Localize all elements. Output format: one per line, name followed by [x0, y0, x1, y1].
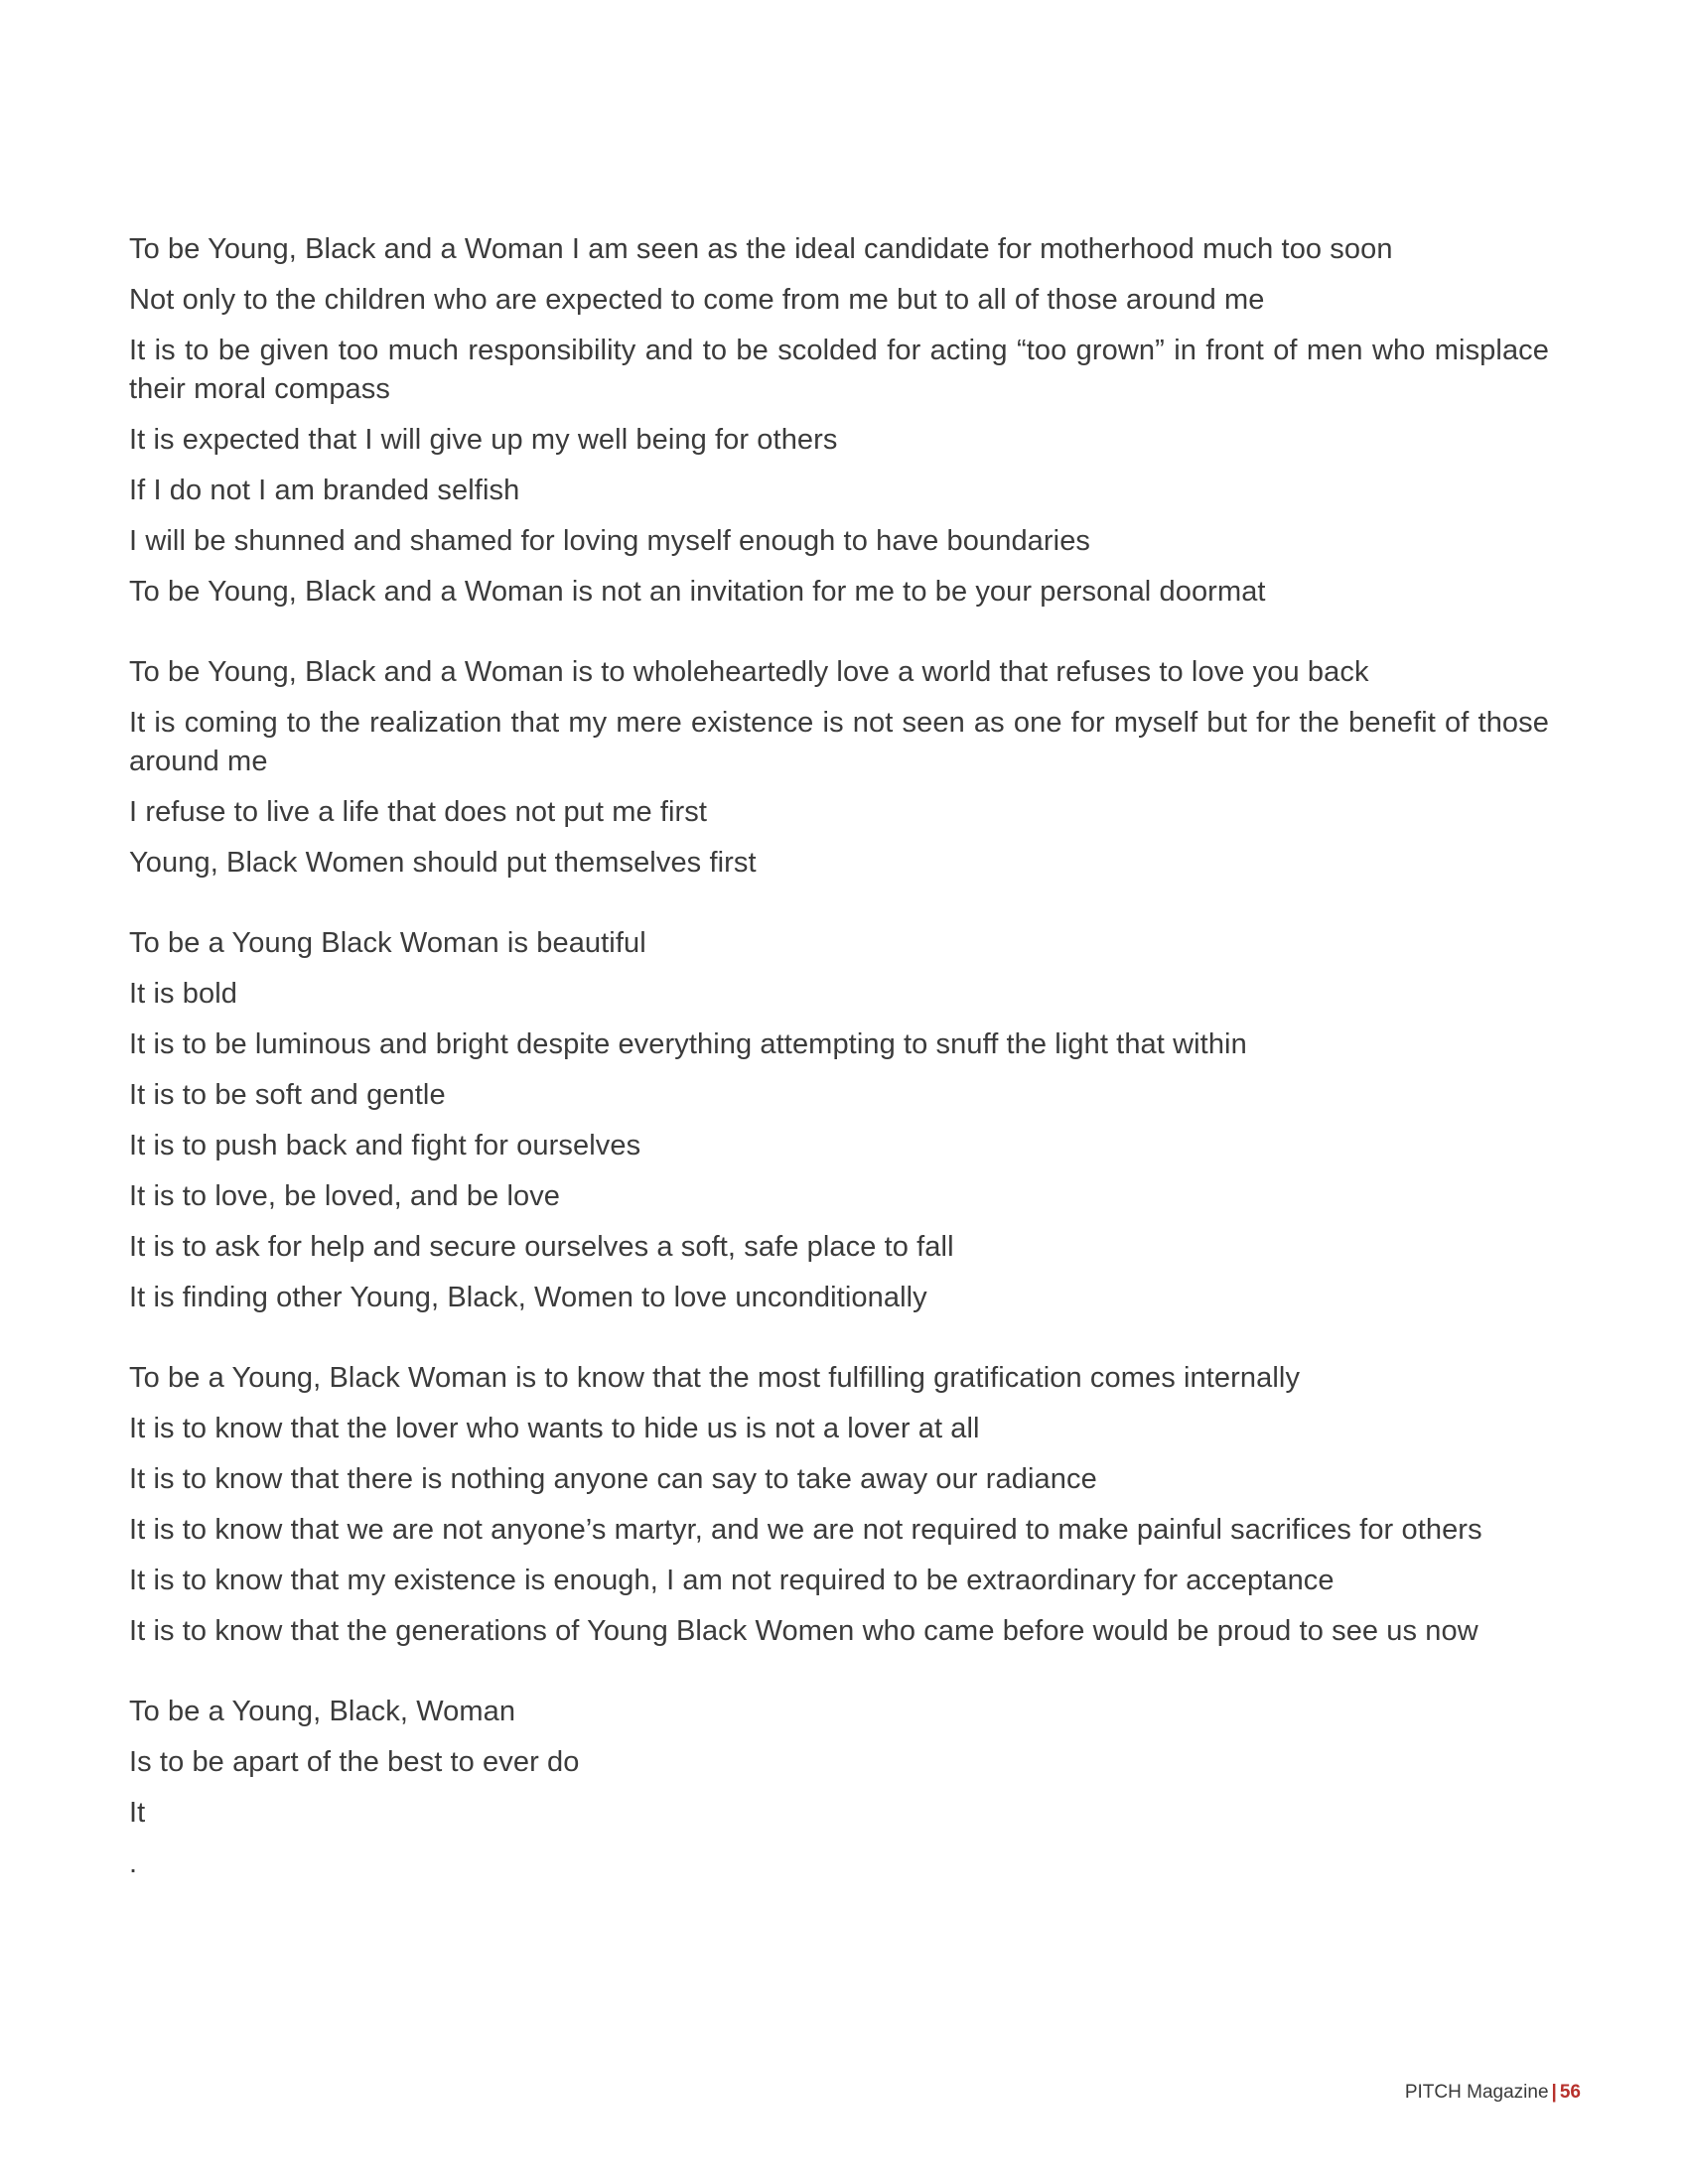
poem-line: If I do not I am branded selfish [129, 475, 520, 506]
poem-line: It is to know that the generations of Young Black Women who came before would be proud to see us now [129, 1615, 1478, 1647]
poem-line: To be a Young, Black Woman is to know that the most fulfilling gratification comes internally [129, 1362, 1301, 1394]
publication-name: PITCH Magazine [1404, 2082, 1549, 2103]
poem-line: It is to know that my existence is enough, I am not required to be extraordinary for acceptance [129, 1565, 1335, 1596]
poem-line: I will be shunned and shamed for loving myself enough to have boundaries [129, 525, 1091, 557]
stanza-5 [129, 1693, 1549, 1883]
poem-line: It is to be soft and gentle [129, 1079, 446, 1111]
poem-line: To be a Young, Black, Woman [129, 1696, 516, 1727]
poem-line: To be Young, Black and a Woman is not an invitation for me to be your personal doormat [129, 576, 1266, 608]
poem-line: It is expected that I will give up my well being for others [129, 424, 838, 456]
poem-line: It [129, 1797, 146, 1829]
poem-line: It is to ask for help and secure ourselves a soft, safe place to fall [129, 1231, 954, 1263]
poem-line: It is finding other Young, Black, Women to love unconditionally [129, 1282, 927, 1313]
poem-line: It is to know that the lover who wants to hide us is not a lover at all [129, 1413, 980, 1444]
poem-line: It is to be given too much responsibility and to be scolded for acting “too grown” in front of men who misplace their moral compass [129, 335, 1549, 405]
poem-line: It is to love, be loved, and be love [129, 1180, 561, 1212]
poem-line: It is to push back and fight for ourselves [129, 1130, 641, 1161]
poem-line: Young, Black Women should put themselves first [129, 847, 757, 879]
poem-line: It is to know that there is nothing anyone can say to take away our radiance [129, 1463, 1097, 1495]
poem-line: It is coming to the realization that my mere existence is not seen as one for myself but for the benefit of those around me [129, 707, 1549, 777]
stanza-2 [129, 653, 1549, 883]
poem-line: It is to be luminous and bright despite everything attempting to snuff the light that within [129, 1028, 1247, 1060]
poem-body [129, 230, 1549, 1895]
poem-line: To be a Young Black Woman is beautiful [129, 927, 646, 959]
poem-line: To be Young, Black and a Woman is to wholeheartedly love a world that refuses to love you back [129, 656, 1369, 688]
page-number: 56 [1559, 2082, 1581, 2103]
stanza-3 [129, 924, 1549, 1317]
poem-line: To be Young, Black and a Woman I am seen as the ideal candidate for motherhood much too soon [129, 233, 1393, 265]
poem-line: Not only to the children who are expected to come from me but to all of those around me [129, 284, 1265, 316]
page-footer [1405, 2081, 1581, 2105]
poem-line: . [129, 1847, 138, 1879]
poem-line: It is bold [129, 978, 237, 1010]
poem-line: It is to know that we are not anyone’s martyr, and we are not required to make painful sacrifices for others [129, 1514, 1482, 1546]
poem-line: Is to be apart of the best to ever do [129, 1746, 580, 1778]
stanza-1 [129, 230, 1549, 612]
poem-line: I refuse to live a life that does not put me first [129, 796, 708, 828]
stanza-4 [129, 1359, 1549, 1651]
footer-separator: | [1551, 2082, 1557, 2103]
